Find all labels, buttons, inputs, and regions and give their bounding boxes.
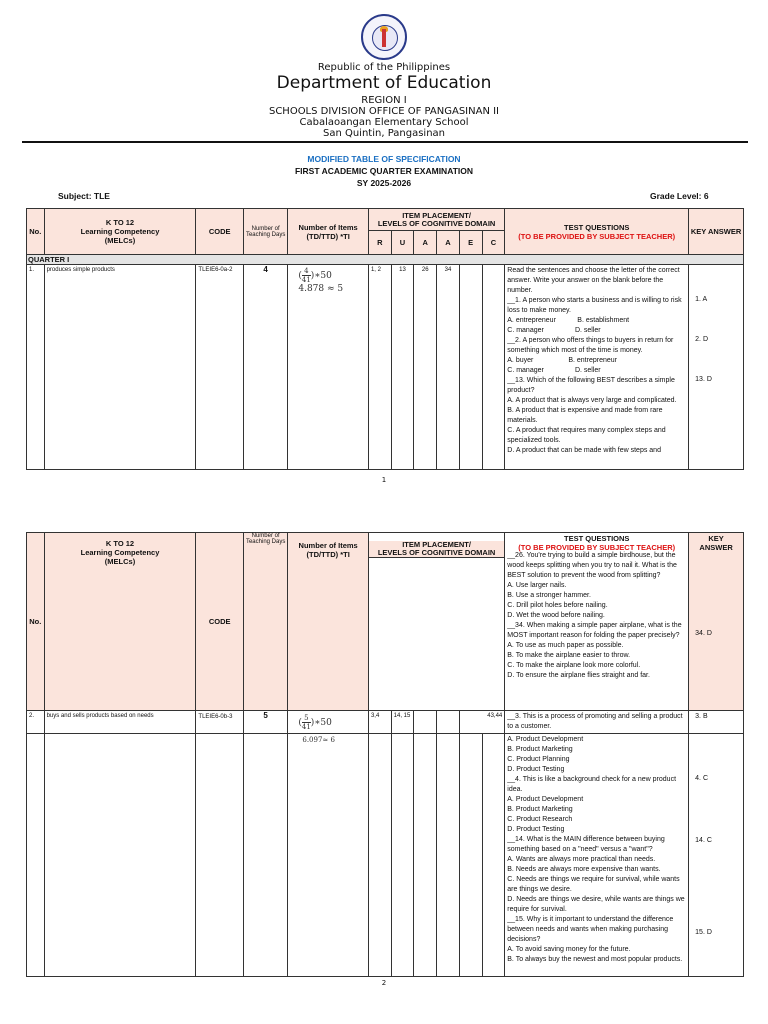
q1-options-cd: C. manager D. seller — [507, 327, 601, 334]
row1-competency: produces simple products — [44, 265, 196, 470]
p2-col-no: No. — [27, 533, 45, 711]
row2-e: 43,44 — [459, 711, 504, 734]
school-year: SY 2025-2026 — [356, 178, 412, 188]
p2-col-days: Number of Teaching Days — [243, 533, 287, 711]
row1-formula-tail: )∗50 — [310, 271, 332, 281]
key-15: 15. D — [695, 929, 712, 936]
questions-header: TEST QUESTIONS — [563, 222, 630, 232]
q14-option-c: C. Needs are things we require for survival, while wants are things we desire. — [507, 876, 680, 893]
p2-keys-top — [689, 533, 744, 711]
q13-option-c: C. A product that requires many complex steps and specialized tools. — [507, 427, 666, 444]
q2-stem: __2. A person who offers things to buyers in return for something which most of the time is money. — [507, 337, 674, 354]
row1-a1: 26 — [414, 265, 437, 470]
q14-option-d: D. Needs are things we desire, while wants are things we require for survival. — [507, 896, 685, 913]
row2-code: TLEIE6-0b-3 — [196, 711, 244, 734]
p2-col-code: CODE — [196, 533, 244, 711]
q26-option-d: D. Wet the wood before nailing. — [507, 612, 605, 619]
q14-stem: __14. What is the MAIN difference between buying something based on a "need" versus a "want"? — [507, 836, 665, 853]
town-text: San Quintin, Pangasinan — [322, 128, 446, 139]
row2-code-cont — [196, 734, 244, 977]
row2-r: 3,4 — [368, 711, 391, 734]
quarter-row: QUARTER I — [27, 255, 744, 265]
region-text: REGION I — [361, 95, 407, 106]
row1-u: 13 — [391, 265, 414, 470]
q13-option-a: A. A product that is always very large and complicated. — [507, 397, 677, 404]
row2-a1 — [414, 711, 437, 734]
q3-stem: __3. This is a process of promoting and selling a product to a customer. — [505, 711, 689, 734]
key-13: 13. D — [695, 376, 712, 383]
col-key: KEY ANSWER — [689, 209, 744, 255]
row1-e — [459, 265, 482, 470]
col-placement: ITEM PLACEMENT/ LEVELS OF COGNITIVE DOMAIN — [368, 209, 504, 231]
q15-option-a: A. To avoid saving money for the future. — [507, 946, 631, 953]
row2-formula: ( $\frac{5}{41}$ )∗50 6.097≈ 6 — [288, 734, 369, 977]
col-no: No. — [27, 209, 45, 255]
q-instruction: Read the sentences and choose the letter of the correct answer. Write your answer on the blank before the number. — [507, 267, 680, 294]
q3-option-b: B. Product Marketing — [507, 746, 573, 753]
q26-option-a: A. Use larger nails. — [507, 582, 567, 589]
p2-key-header: KEY ANSWER — [699, 534, 733, 552]
tos-table-page2 — [26, 532, 744, 977]
key-34: 34. D — [695, 630, 712, 637]
row1-keys — [689, 265, 744, 470]
questions-note: (TO BE PROVIDED BY SUBJECT TEACHER) — [518, 231, 676, 241]
row2-formula-result: 6.097≈ 6 — [302, 736, 335, 744]
p2-questions-top — [505, 533, 689, 711]
school-text: Cabalaoangan Elementary School — [299, 117, 469, 128]
p2-col-items: Number of Items (TD/TTD) *TI — [288, 533, 369, 711]
tos-title: MODIFIED TABLE OF SPECIFICATION — [307, 154, 461, 164]
key-1: 1. A — [695, 296, 708, 303]
q4-stem: __4. This is like a background check for a new product idea. — [507, 776, 677, 793]
level-a2: A — [437, 231, 460, 255]
row2-u-cont — [391, 734, 414, 977]
level-c: C — [482, 231, 505, 255]
row2-days: 5 — [243, 711, 287, 734]
header-rule — [22, 141, 748, 143]
row2-questions — [505, 734, 689, 977]
row2-days-cont — [243, 734, 287, 977]
row1-a2-value: 34 — [444, 267, 452, 273]
row2-keys — [689, 734, 744, 977]
row1-frac-den: 41 — [301, 276, 311, 284]
q1-options-ab: A. entrepreneur B. establishment — [507, 317, 630, 324]
row2-u: 14, 15 — [391, 711, 414, 734]
page2-number: 2 — [381, 979, 387, 987]
q34-option-b: B. To make the airplane easier to throw. — [507, 652, 631, 659]
key-4: 4. C — [695, 775, 708, 782]
level-a1: A — [414, 231, 437, 255]
division-text: SCHOOLS DIVISION OFFICE OF PANGASINAN II — [268, 106, 500, 117]
q2-options-ab: A. buyer B. entrepreneur — [507, 357, 617, 364]
level-e: E — [459, 231, 482, 255]
exam-title: FIRST ACADEMIC QUARTER EXAMINATION — [294, 166, 474, 176]
key-14: 14. C — [695, 837, 712, 844]
q26-option-c: C. Drill pilot holes before nailing. — [507, 602, 608, 609]
row1-frac-num: 4 — [302, 267, 311, 276]
q34-option-a: A. To use as much paper as possible. — [507, 642, 624, 649]
key-3: 3. B — [689, 711, 744, 734]
subject-label: Subject: TLE — [58, 191, 110, 201]
q1-stem: __1. A person who starts a business and is willing to risk loss to make money. — [507, 297, 682, 314]
q4-option-a: A. Product Development — [507, 796, 584, 803]
row1-questions — [505, 265, 689, 470]
row2-frac-num: 5 — [302, 714, 311, 723]
p2-col-competency: K TO 12 Learning Competency (MELCs) — [44, 533, 196, 711]
tos-table-page1 — [26, 208, 744, 470]
row2-no: 2. — [27, 711, 45, 734]
col-items: Number of Items (TD/TTD) *TI — [288, 209, 369, 255]
q13-stem: __13. Which of the following BEST describes a simple product? — [507, 377, 675, 394]
row1-no: 1. — [27, 265, 45, 470]
row2-formula-tail: )∗50 — [310, 718, 332, 728]
q3-option-a: A. Product Development — [507, 736, 584, 743]
p2-questions-note: (TO BE PROVIDED BY SUBJECT TEACHER) — [518, 543, 676, 552]
q26-option-b: B. Use a stronger hammer. — [507, 592, 591, 599]
q15-option-b: B. To always buy the newest and most popular products. — [507, 956, 683, 963]
q4-option-d: D. Product Testing — [507, 826, 565, 833]
row1-a2 — [437, 265, 460, 470]
republic-text: Republic of the Philippines — [317, 62, 451, 73]
q34-option-c: C. To make the airplane look more colorful. — [507, 662, 641, 669]
col-competency: K TO 12 Learning Competency (MELCs) — [44, 209, 196, 255]
q4-option-b: B. Product Marketing — [507, 806, 573, 813]
deped-seal — [361, 14, 407, 60]
row2-no-cont — [27, 734, 45, 977]
row1-code: TLEIE6-0a-2 — [196, 265, 244, 470]
p2-placement-label: ITEM PLACEMENT/ LEVELS OF COGNITIVE DOMAIN — [369, 541, 504, 558]
q34-option-d: D. To ensure the airplane flies straight and far. — [507, 672, 650, 679]
level-r: R — [368, 231, 391, 255]
q3-option-c: C. Product Planning — [507, 756, 570, 763]
q14-option-b: B. Needs are always more expensive than wants. — [507, 866, 661, 873]
grade-label: Grade Level: 6 — [650, 191, 709, 201]
row1-c — [482, 265, 505, 470]
col-code: CODE — [196, 209, 244, 255]
row2-a2-cont — [437, 734, 460, 977]
q15-stem: __15. Why is it important to understand the difference between needs and wants when making purchasing decisions? — [507, 916, 674, 943]
row1-r: 1, 2 — [368, 265, 391, 470]
q3-option-d: D. Product Testing — [507, 766, 565, 773]
q14-option-a: A. Wants are always more practical than needs. — [507, 856, 656, 863]
col-days: Number of Teaching Days — [243, 209, 287, 255]
row2-e-cont — [459, 734, 482, 977]
p2-col-placement — [368, 533, 504, 711]
q13-option-b: B. A product that is expensive and made from rare materials. — [507, 407, 663, 424]
row1-days: 4 — [243, 265, 287, 470]
p2-questions-header: TEST QUESTIONS — [563, 534, 630, 543]
row2-competency: buys and sells products based on needs — [44, 711, 196, 734]
key-2: 2. D — [695, 336, 708, 343]
row1-formula-result: 4.878 ≈ 5 — [298, 284, 344, 294]
q13-option-d: D. A product that can be made with few steps and — [507, 447, 661, 454]
row2-competency-cont — [44, 734, 196, 977]
row2-r-cont — [368, 734, 391, 977]
row2-c-cont — [482, 734, 505, 977]
department-title: Department of Education — [276, 73, 492, 93]
q2-options-cd: C. manager D. seller — [507, 367, 601, 374]
row2-a1-cont — [414, 734, 437, 977]
page1-number: 1 — [381, 476, 387, 484]
q4-option-c: C. Product Research — [507, 816, 573, 823]
level-u: U — [391, 231, 414, 255]
q34-stem: __34. When making a simple paper airplane, what is the MOST important reason for folding the paper precisely? — [507, 622, 682, 639]
row1-formula: ( $\frac{4}{41}$ )∗50 4.878 ≈ 5 — [288, 265, 369, 470]
row2-a2 — [437, 711, 460, 734]
row2-frac-den: 41 — [301, 723, 311, 731]
col-questions — [505, 209, 689, 255]
q26-stem: __26. You're trying to build a simple birdhouse, but the wood keeps splitting when you try to nail it. What is the BEST solution to prevent the wood from splitting? — [507, 552, 677, 579]
